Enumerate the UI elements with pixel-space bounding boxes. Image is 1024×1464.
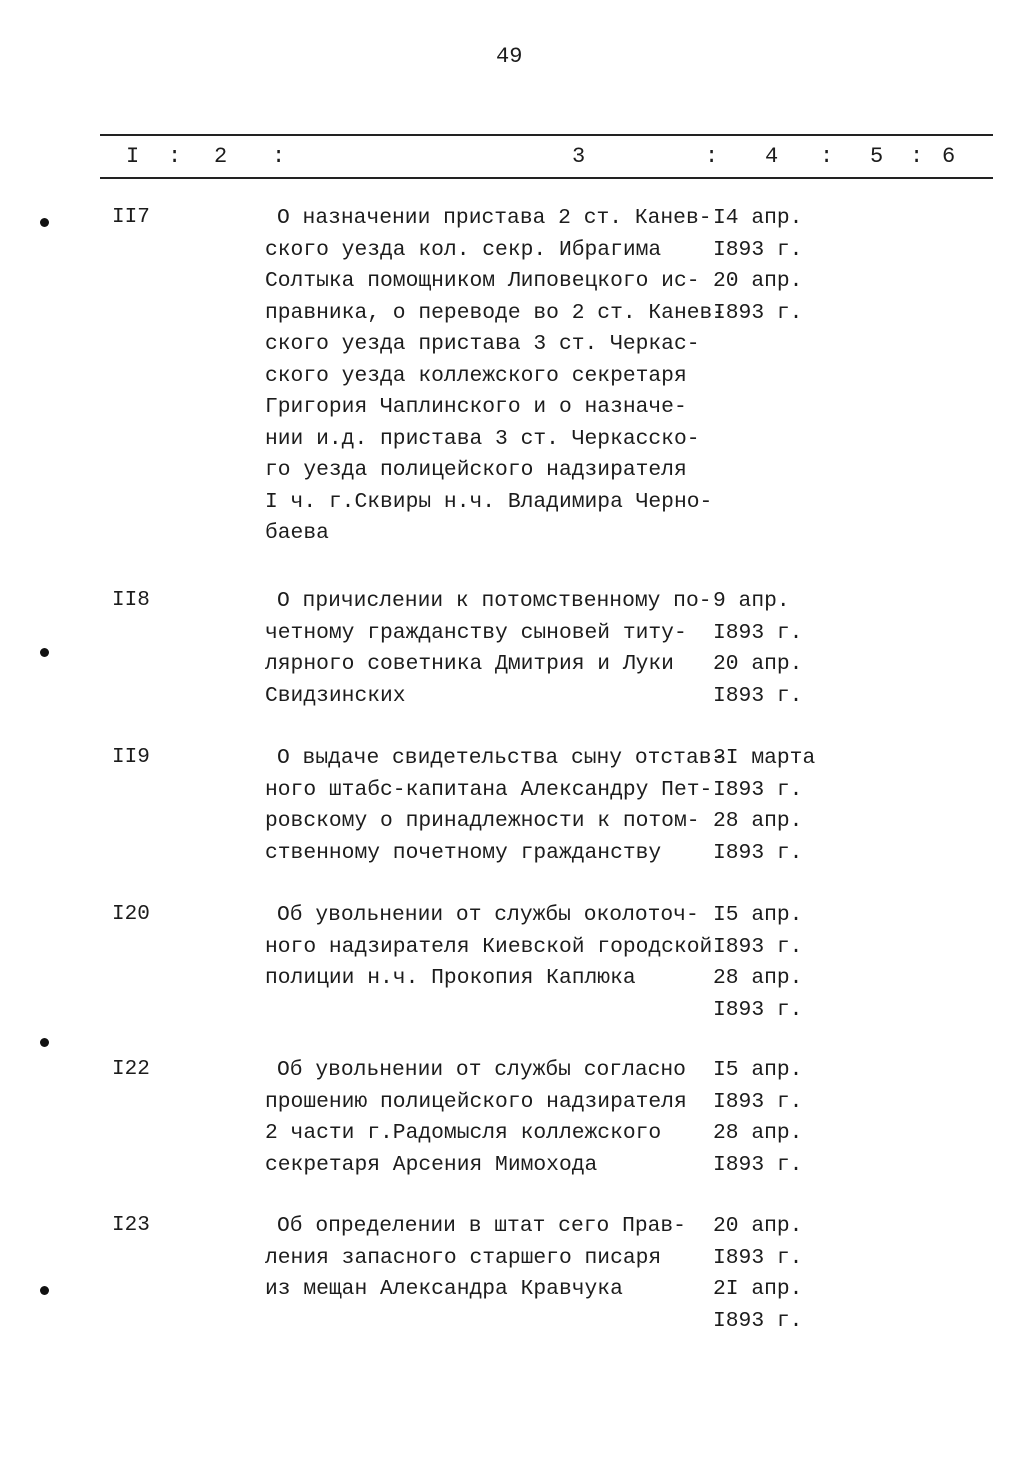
- entry-date: 2I апр.: [713, 1277, 803, 1301]
- table-header-bottom-rule: [100, 177, 993, 179]
- entry-text-line: О причислении к потомственному по-: [277, 589, 712, 613]
- entry-number: II9: [112, 746, 150, 769]
- column-header-2: 2: [214, 144, 228, 169]
- entry-text-line: ления запасного старшего писаря: [265, 1245, 662, 1270]
- column-separator: :: [168, 144, 182, 169]
- column-header-6: 6: [942, 144, 956, 169]
- entry-text-line: четному гражданству сыновей титу-: [265, 620, 687, 645]
- entry-date: 20 апр.: [713, 1214, 803, 1238]
- entry-date: 9 апр.: [713, 589, 790, 613]
- table-header-top-rule: [100, 134, 993, 136]
- page-number: 49: [496, 44, 523, 69]
- entry-text-line: Григория Чаплинского и о назначе-: [265, 395, 687, 419]
- entry-date: I5 апр.: [713, 1058, 803, 1082]
- entry-number: II7: [112, 206, 150, 229]
- entry-date: I893 г.: [713, 1245, 803, 1270]
- binding-hole-mark: [40, 1038, 49, 1047]
- entry-date: I893 г.: [713, 620, 803, 645]
- entry-date: I893 г.: [713, 1152, 803, 1177]
- entry-date: I893 г.: [713, 300, 803, 325]
- entry-text-line: Солтыка помощником Липовецкого ис-: [265, 269, 700, 293]
- entry-text-line: Об увольнении от службы околоточ-: [277, 903, 699, 927]
- entry-text-line: правника, о переводе во 2 ст. Канев-: [265, 300, 726, 325]
- entry-date: I5 апр.: [713, 903, 803, 927]
- entry-date: I893 г.: [713, 683, 803, 708]
- entry-date: 28 апр.: [713, 966, 803, 990]
- entry-text-line: О назначении пристава 2 ст. Канев-: [277, 206, 712, 230]
- entry-text-line: О выдаче свидетельства сыну отстав-: [277, 746, 725, 770]
- entry-date: 3I марта: [713, 746, 816, 770]
- entry-text-line: го уезда полицейского надзирателя: [265, 458, 687, 482]
- entry-date: I893 г.: [713, 1089, 803, 1114]
- entry-date: I893 г.: [713, 997, 803, 1022]
- entry-date: 28 апр.: [713, 1121, 803, 1145]
- column-separator: :: [910, 144, 924, 169]
- entry-text-line: ного надзирателя Киевской городской: [265, 934, 713, 959]
- entry-text-line: ственному почетному гражданству: [265, 840, 662, 865]
- entry-text-line: ского уезда кол. секр. Ибрагима: [265, 237, 662, 262]
- entry-date: I893 г.: [713, 777, 803, 802]
- column-header-3: 3: [572, 144, 586, 169]
- binding-hole-mark: [40, 218, 49, 227]
- entry-date: I893 г.: [713, 934, 803, 959]
- entry-date: 20 апр.: [713, 652, 803, 676]
- entry-text-line: I ч. г.Сквиры н.ч. Владимира Черно-: [265, 489, 713, 514]
- entry-text-line: лярного советника Дмитрия и Луки: [265, 652, 674, 676]
- column-separator: :: [820, 144, 834, 169]
- entry-text-line: прошению полицейского надзирателя: [265, 1089, 687, 1114]
- entry-text-line: Свидзинских: [265, 683, 406, 708]
- entry-text-line: полиции н.ч. Прокопия Каплюка: [265, 966, 636, 990]
- entry-text-line: секретаря Арсения Мимохода: [265, 1152, 598, 1177]
- entry-date: 20 апр.: [713, 269, 803, 293]
- entry-text-line: Об определении в штат сего Прав-: [277, 1214, 686, 1238]
- entry-text-line: ного штабс-капитана Александру Пет-: [265, 777, 713, 802]
- entry-number: I20: [112, 903, 150, 926]
- entry-text-line: баева: [265, 521, 329, 545]
- column-header-I: I: [126, 144, 140, 169]
- entry-date: I4 апр.: [713, 206, 803, 230]
- entry-date: I893 г.: [713, 840, 803, 865]
- column-separator: :: [705, 144, 719, 169]
- binding-hole-mark: [40, 1286, 49, 1295]
- entry-text-line: из мещан Александра Кравчука: [265, 1277, 623, 1301]
- entry-number: I23: [112, 1214, 150, 1237]
- entry-text-line: ского уезда коллежского секретаря: [265, 363, 687, 388]
- entry-text-line: 2 части г.Радомысля коллежского: [265, 1121, 662, 1145]
- entry-text-line: Об увольнении от службы согласно: [277, 1058, 686, 1082]
- entry-date: I893 г.: [713, 1308, 803, 1333]
- entry-number: II8: [112, 589, 150, 612]
- entry-number: I22: [112, 1058, 150, 1081]
- binding-hole-mark: [40, 648, 49, 657]
- entry-date: I893 г.: [713, 237, 803, 262]
- entry-text-line: ского уезда пристава 3 ст. Черкас-: [265, 332, 700, 356]
- column-header-5: 5: [870, 144, 884, 169]
- entry-date: 28 апр.: [713, 809, 803, 833]
- column-header-4: 4: [765, 144, 779, 169]
- entry-text-line: нии и.д. пристава 3 ст. Черкасско-: [265, 426, 700, 451]
- column-separator: :: [272, 144, 286, 169]
- entry-text-line: ровскому о принадлежности к потом-: [265, 809, 700, 833]
